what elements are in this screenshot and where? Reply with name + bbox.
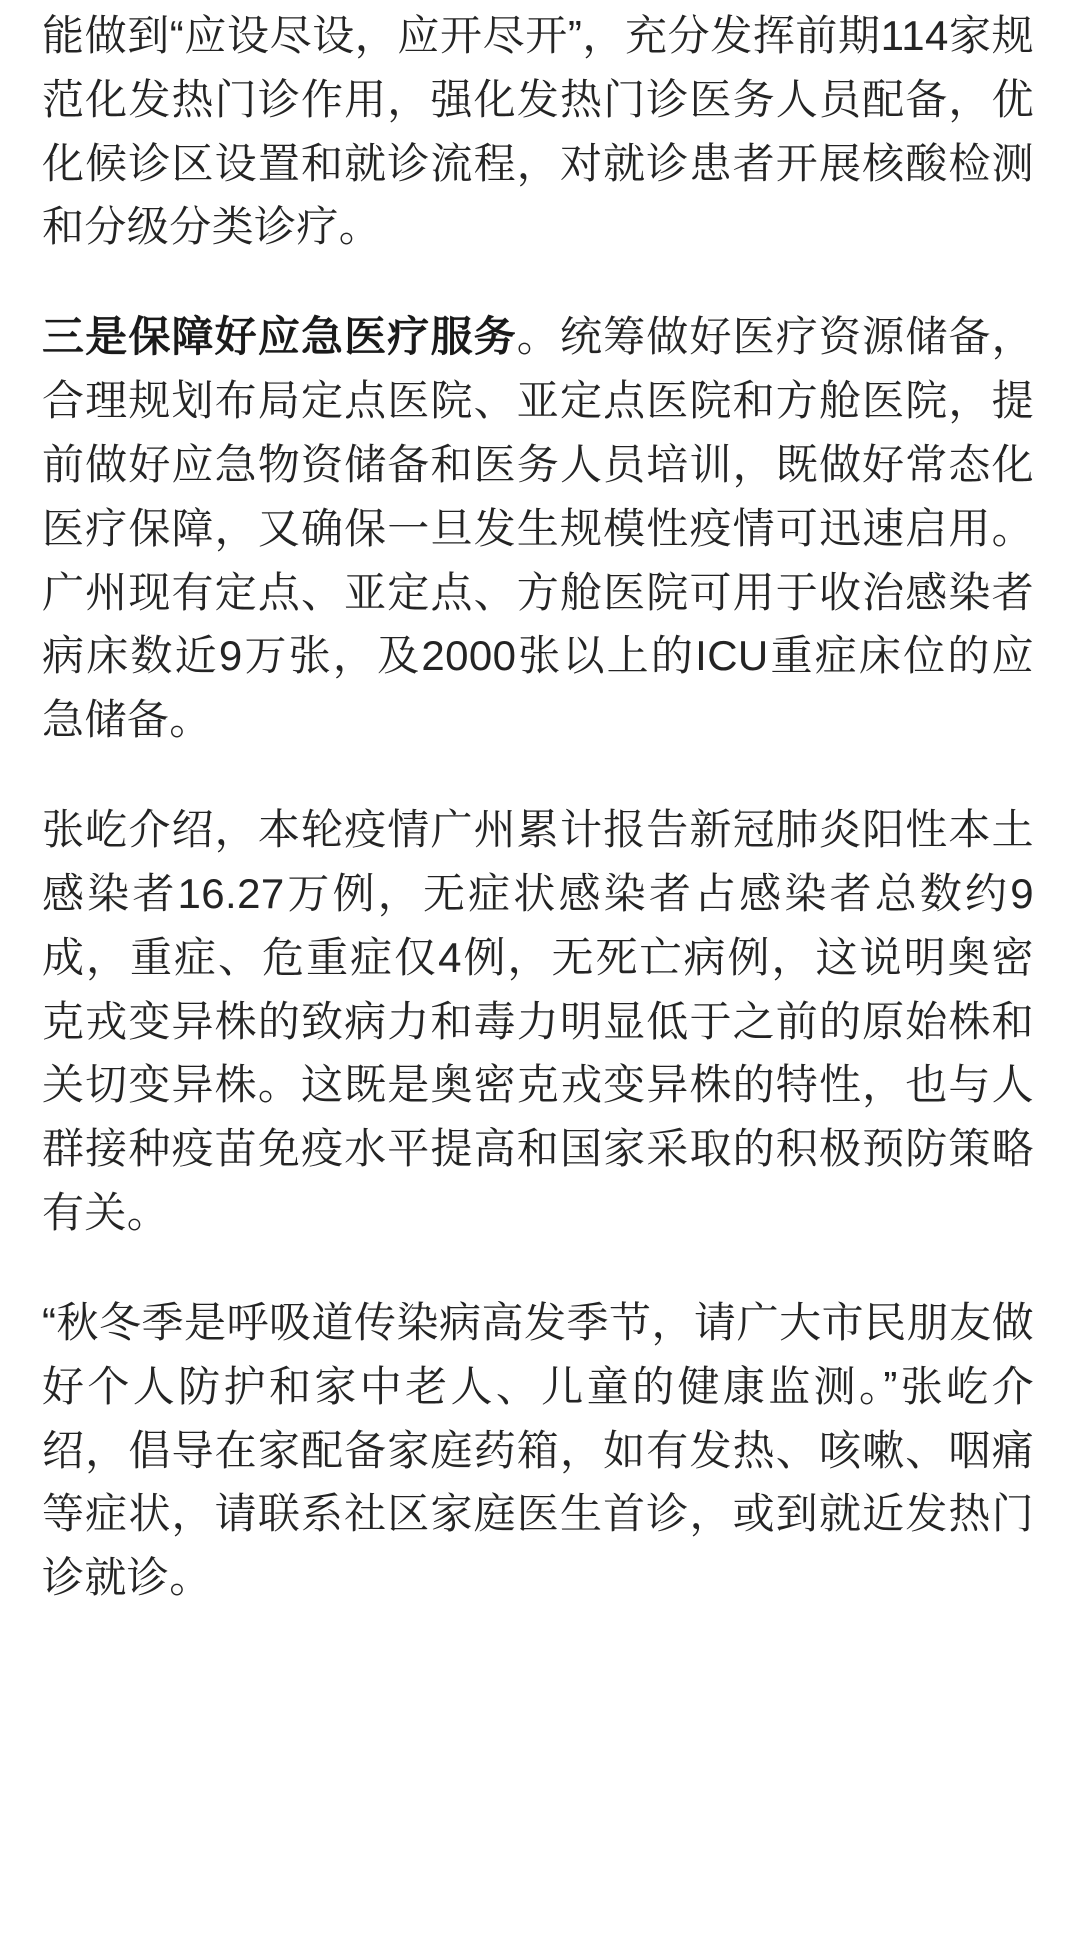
paragraph-emergency-medical-service [42,305,1034,752]
paragraph-text: 能做到“应设尽设，应开尽开”，充分发挥前期114家规范化发热门诊作用，强化发热门诊医务人员配备，优化候诊区设置和就诊流程，对就诊患者开展核酸检测和分级分类诊疗。 [42,12,1034,251]
paragraph-text: 。统筹做好医疗资源储备，合理规划布局定点医院、亚定点医院和方舱医院，提前做好应急物资储备和医务人员培训，既做好常态化医疗保障，又确保一旦发生规模性疫情可迅速启用。广州现有定点、亚定点、方舱医院可用于收治感染者病床数近9万张，及2000张以上的ICU重症床位的应急储备。 [42,313,1034,744]
paragraph-winter-advice [42,1291,1034,1610]
paragraph-fever-clinics [42,0,1034,259]
paragraph-text: 张屹介绍，本轮疫情广州累计报告新冠肺炎阳性本土感染者16.27万例，无症状感染者占感染者总数约9成，重症、危重症仅4例，无死亡病例，这说明奥密克戎变异株的致病力和毒力明显低于之前的原始株和关切变异株。这既是奥密克戎变异株的特性，也与人群接种疫苗免疫水平提高和国家采取的积极预防策略有关。 [42,806,1034,1237]
paragraph-zhangyi-statistics [42,798,1034,1245]
paragraph-text: “秋冬季是呼吸道传染病高发季节，请广大市民朋友做好个人防护和家中老人、儿童的健康监测。”张屹介绍，倡导在家配备家庭药箱，如有发热、咳嗽、咽痛等症状，请联系社区家庭医生首诊，或到就近发热门诊就诊。 [42,1298,1034,1602]
paragraph-lead-in: 三是保障好应急医疗服务 [42,313,517,361]
